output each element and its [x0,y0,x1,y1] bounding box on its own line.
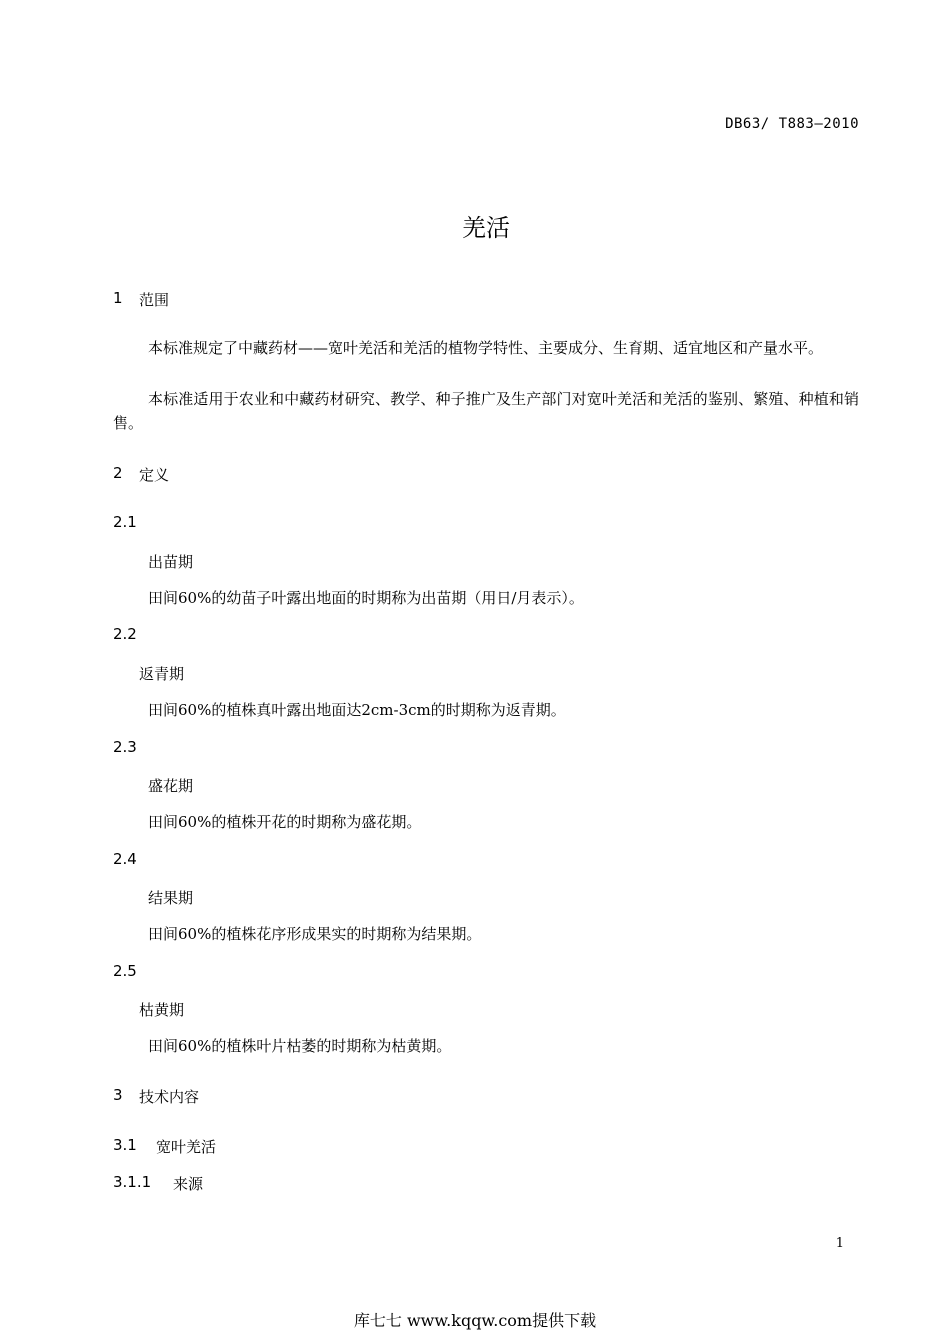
term-definition: 田间60%的植株真叶露出地面达2cm-3cm的时期称为返青期。 [148,701,566,719]
standard-code: DB63/ T883—2010 [725,116,859,132]
scope-paragraph-1: 本标准规定了中藏药材——宽叶羌活和羌活的植物学特性、主要成分、生育期、适宜地区和产量水平。 [148,339,824,357]
section-3-heading: 技术内容 [139,1088,200,1106]
subsection-3-1-1-number: 3.1.1 [113,1173,152,1191]
section-2-number: 2 [113,464,123,482]
term-number: 2.4 [113,850,137,868]
term-definition: 田间60%的植株花序形成果实的时期称为结果期。 [148,925,482,943]
scope-paragraph-2: 本标准适用于农业和中藏药材研究、教学、种子推广及生产部门对宽叶羌活和羌活的鉴别、繁殖、种植和销售。 [113,390,859,432]
subsection-3-1-heading: 宽叶羌活 [156,1138,217,1156]
section-1-heading: 范围 [139,291,170,309]
document-title: 羌活 [462,214,510,242]
section-3-number: 3 [113,1086,123,1104]
page-number: 1 [835,1236,844,1251]
term-definition: 田间60%的幼苗子叶露出地面的时期称为出苗期（用日/月表示）。 [148,589,584,607]
section-1-number: 1 [113,289,123,307]
term-name: 返青期 [139,665,185,683]
term-number: 2.1 [113,513,137,531]
term-name: 出苗期 [148,553,194,571]
term-definition: 田间60%的植株开花的时期称为盛花期。 [148,813,422,831]
section-2-heading: 定义 [139,466,170,484]
download-footer: 库七七 www.kqqw.com提供下载 [353,1311,597,1330]
term-number: 2.3 [113,738,137,756]
term-name: 盛花期 [148,777,194,795]
subsection-3-1-1-heading: 来源 [173,1175,204,1193]
term-name: 结果期 [148,889,194,907]
term-definition: 田间60%的植株叶片枯萎的时期称为枯黄期。 [148,1037,452,1055]
term-number: 2.5 [113,962,137,980]
subsection-3-1-number: 3.1 [113,1136,137,1154]
term-number: 2.2 [113,625,137,643]
term-name: 枯黄期 [139,1001,185,1019]
